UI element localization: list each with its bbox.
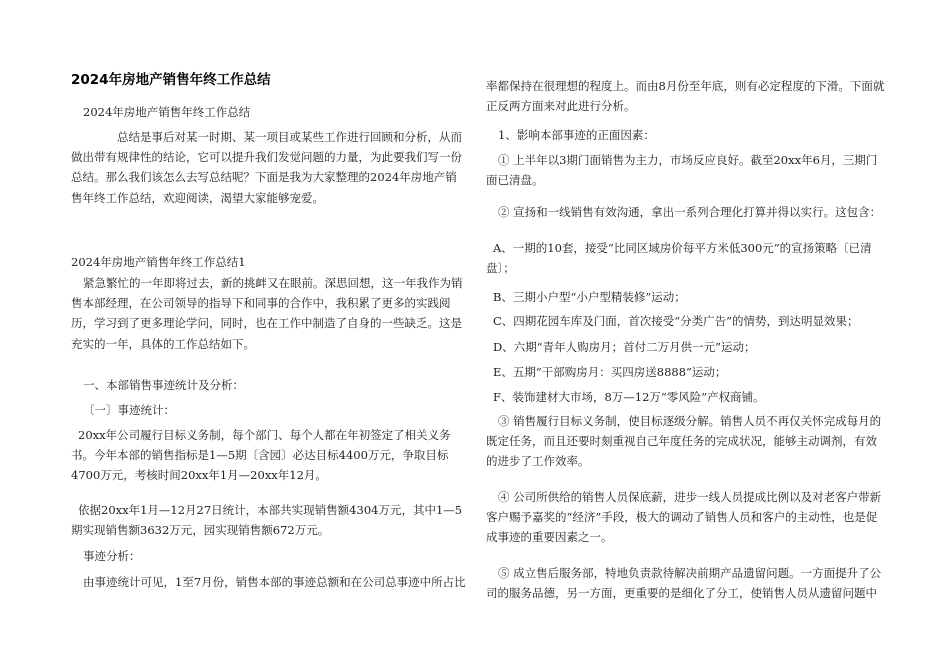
list-item: E、五期“干部购房月：买四房送8888”运动； [493, 365, 727, 379]
list-item: B、三期小户型“小户型精装修”运动； [493, 290, 686, 304]
list-item: F、装饰建材大市场，8万—12万“零风险”产权商铺。 [493, 390, 765, 404]
list-heading: 1、影响本部事迹的正面因素： [498, 128, 655, 142]
list-subheading: 〔一〕事迹统计： [83, 403, 175, 417]
document-title: 2024年房地产销售年终工作总结 [71, 72, 271, 88]
body-paragraph: 紧急繁忙的一年即将过去，新的挑衅又在眼前。深思回想，这一年我作为销售本部经理，在公司领导的指导下和同事的合作中，我积累了更多的实践阅历，学习到了更多理论学问，同时，也在工作中制造了自身的一些缺乏。这是充实的一年，具体的工作总结如下。 [71, 276, 463, 351]
list-item: C、四期花园车库及门面，首次接受“分类广告”的情势，到达明显效果； [493, 314, 859, 328]
list-item: ④ 公司所供给的销售人员保底薪，进步一线人员提成比例以及对老客户带新客户赐予嘉奖的“经济”手段，极大的调动了销售人员和客户的主动性，也是促成事迹的重要因素之一。 [486, 490, 882, 545]
section-heading: 2024年房地产销售年终工作总结1 [71, 255, 246, 269]
list-item: A、一期的10套，接受“比同区域房价每平方米低300元”的宣扬策略〔已清盘〕； [486, 241, 872, 276]
list-item: ② 宣扬和一线销售有效沟通，拿出一系列合理化打算并得以实行。这包含： [498, 205, 882, 219]
body-paragraph: 率都保持在很理想的程度上。而由8月份至年底，则有必定程度的下滑。下面就正反两方面来对此进行分析。 [486, 79, 885, 114]
intro-paragraph: 总结是事后对某一时期、某一项目或某些工作进行回顾和分析，从而做出带有规律性的结论，它可以提升我们发觉问题的力量，为此要我们写一份总结。那么我们该怎么去写总结呢？下面是我为大家整理的2024年房地产销售年终工作总结，欢迎阅读，渴望大家能够宠爱。 [71, 130, 462, 205]
list-heading: 一、本部销售事迹统计及分析： [83, 378, 244, 392]
list-item: D、六期“青年人购房月；首付二万月供一元”运动； [493, 340, 756, 354]
body-paragraph: 依据20xx年1月—12月27日统计，本部共实现销售额4304万元，其中1—5期实现销售额3632万元，园实现销售额672万元。 [71, 503, 463, 538]
body-paragraph: 由事迹统计可见，1至7月份，销售本部的事迹总额和在公司总事迹中所占比 [83, 575, 466, 589]
body-paragraph: 20xx年公司履行目标义务制，每个部门、每个人都在年初签定了相关义务书。今年本部的销售指标是1—5期〔含园〕必达目标4400万元，争取目标4700万元，考核时间20xx年1月—20xx年12月。 [71, 428, 451, 483]
subtitle-paragraph: 2024年房地产销售年终工作总结 [83, 105, 251, 119]
list-item: ③ 销售履行目标义务制，使目标逐级分解。销售人员不再仅关怀完成每月的既定任务，而且还要时刻重视自己年度任务的完成状况，能够主动调剂，有效的进步了工作效率。 [486, 414, 882, 469]
list-item: ⑤ 成立售后服务部，特地负责款待解决前期产品遗留问题。一方面提升了公司的服务品德，另一方面，更重要的是细化了分工，使销售人员从遗留问题中 [486, 566, 882, 601]
list-subheading: 事迹分析： [83, 549, 141, 563]
list-item: ① 上半年以3期门面销售为主力，市场反应良好。截至20xx年6月，三期门面已清盘。 [486, 153, 878, 188]
